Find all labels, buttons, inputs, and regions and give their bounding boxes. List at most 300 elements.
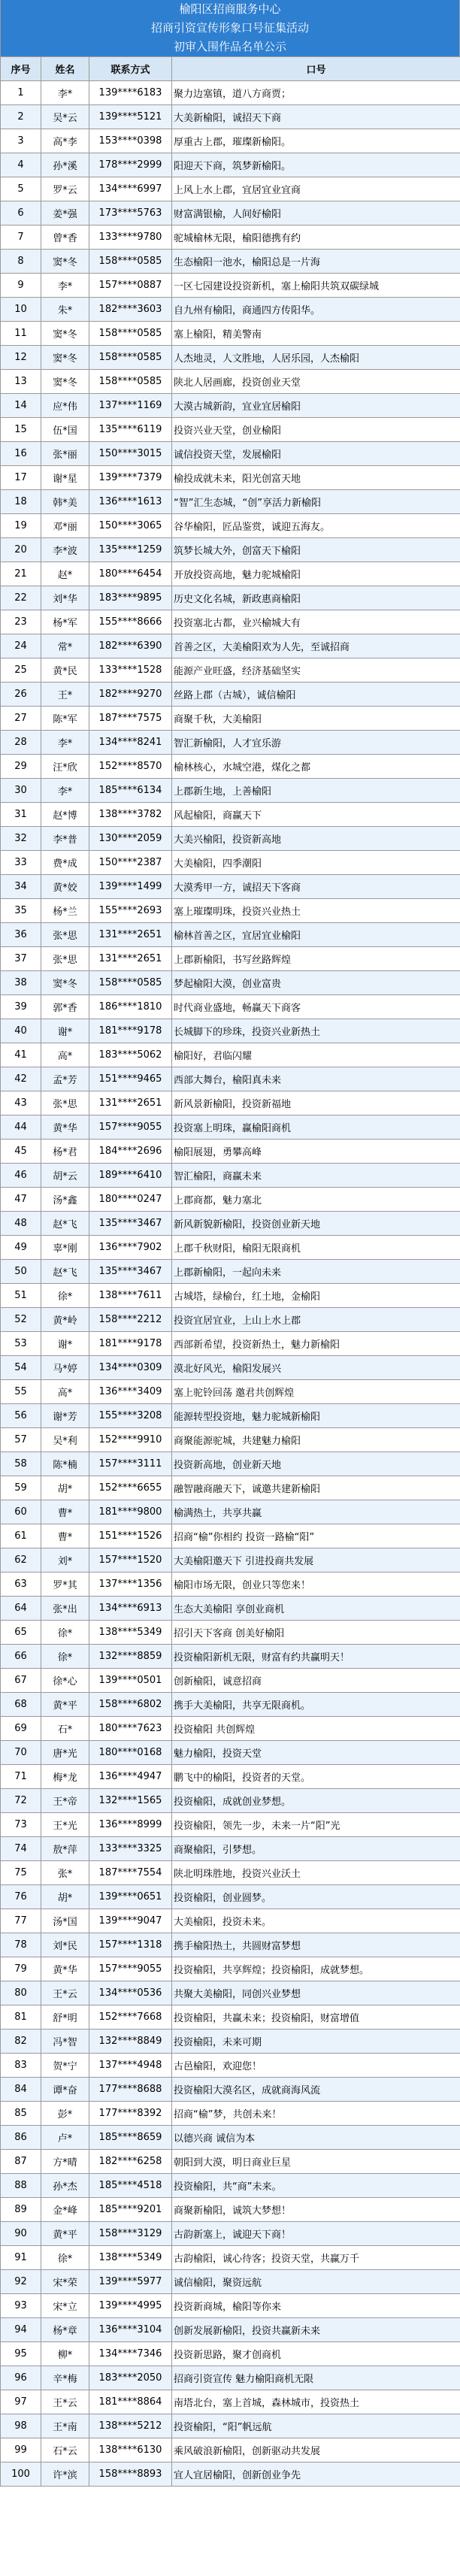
cell-contact: 137****1356 (89, 1573, 172, 1597)
cell-name: 方*晴 (41, 2150, 89, 2174)
cell-slogan: 投资榆阳 共创辉煌 (172, 1717, 460, 1741)
cell-number: 51 (1, 1284, 41, 1308)
cell-contact: 186****1810 (89, 995, 172, 1019)
table-row (1, 1188, 460, 1212)
table-row (1, 250, 460, 274)
cell-contact: 157****9055 (89, 1957, 172, 1981)
cell-name: 辛*梅 (41, 2366, 89, 2390)
table-row (1, 1212, 460, 1236)
cell-slogan: 招引天下客商 创美好榆阳 (172, 1621, 460, 1645)
cell-name: 唐*光 (41, 1741, 89, 1765)
cell-slogan: 榆阳好，君临闪耀 (172, 1043, 460, 1067)
cell-slogan: 大漠古城新韵，宜业宜居榆阳 (172, 394, 460, 418)
header-organization: 榆阳区招商服务中心 (0, 0, 460, 19)
cell-contact: 139****6183 (89, 81, 172, 105)
cell-slogan: 谷华榆阳，匠品鉴赏，诚迎五海友。 (172, 514, 460, 538)
table-row (1, 1717, 460, 1741)
cell-name: 黄*民 (41, 658, 89, 683)
cell-slogan: 朝阳到大漠，明日商业巨星 (172, 2150, 460, 2174)
cell-number: 98 (1, 2414, 41, 2438)
cell-name: 马*婷 (41, 1356, 89, 1380)
table-row (1, 1861, 460, 1885)
cell-slogan: 融智融商融天下，诚邀共建新榆阳 (172, 1476, 460, 1500)
cell-contact: 134****7346 (89, 2342, 172, 2366)
cell-number: 48 (1, 1212, 41, 1236)
cell-contact: 181****9178 (89, 1332, 172, 1356)
cell-number: 70 (1, 1741, 41, 1765)
cell-contact: 157****0887 (89, 274, 172, 298)
cell-name: 彭* (41, 2102, 89, 2126)
cell-contact: 177****8392 (89, 2102, 172, 2126)
cell-name: 赵*博 (41, 803, 89, 827)
cell-name: 张*思 (41, 947, 89, 971)
cell-slogan: 新风新貌新榆阳，投资创业新天地 (172, 1212, 460, 1236)
column-header-number: 序号 (1, 57, 41, 81)
table-row (1, 2174, 460, 2198)
cell-name: 王* (41, 683, 89, 707)
cell-slogan: 投资宜居宜业，上山上水上郡 (172, 1308, 460, 1332)
table-row (1, 2150, 460, 2174)
table-row (1, 322, 460, 346)
cell-name: 谢*星 (41, 466, 89, 490)
table-row (1, 1573, 460, 1597)
cell-name: 谢*芳 (41, 1404, 89, 1428)
cell-contact: 150****3065 (89, 514, 172, 538)
cell-name: 张*思 (41, 923, 89, 947)
cell-number: 65 (1, 1621, 41, 1645)
cell-slogan: 投资塞上明珠，赢榆阳商机 (172, 1115, 460, 1140)
cell-name: 金*峰 (41, 2198, 89, 2222)
cell-contact: 155****3208 (89, 1404, 172, 1428)
table-row (1, 1067, 460, 1091)
cell-name: 张* (41, 1861, 89, 1885)
cell-number: 14 (1, 394, 41, 418)
cell-number: 30 (1, 779, 41, 803)
cell-number: 43 (1, 1091, 41, 1115)
cell-slogan: 投资榆阳大漠名区，成就商海风流 (172, 2078, 460, 2102)
cell-contact: 157****1520 (89, 1548, 172, 1573)
cell-contact: 138****5349 (89, 1621, 172, 1645)
table-row (1, 779, 460, 803)
cell-name: 谢* (41, 1332, 89, 1356)
cell-slogan: 能源产业旺盛，经济基础坚实 (172, 658, 460, 683)
cell-number: 8 (1, 250, 41, 274)
cell-contact: 139****1499 (89, 875, 172, 899)
cell-slogan: 历史文化名城，新政惠商榆阳 (172, 586, 460, 610)
cell-contact: 134****6997 (89, 177, 172, 201)
cell-name: 吴*云 (41, 105, 89, 129)
table-row (1, 1115, 460, 1140)
cell-name: 汤*国 (41, 1909, 89, 1933)
cell-contact: 135****3467 (89, 1260, 172, 1284)
cell-number: 72 (1, 1789, 41, 1813)
cell-contact: 187****7575 (89, 707, 172, 731)
cell-contact: 151****1526 (89, 1524, 172, 1548)
table-row (1, 995, 460, 1019)
cell-number: 55 (1, 1380, 41, 1404)
cell-contact: 139****9047 (89, 1909, 172, 1933)
cell-contact: 158****6802 (89, 1693, 172, 1717)
cell-number: 21 (1, 562, 41, 586)
cell-number: 80 (1, 1981, 41, 2005)
table-row (1, 1813, 460, 1837)
cell-name: 窦*冬 (41, 322, 89, 346)
cell-number: 96 (1, 2366, 41, 2390)
cell-contact: 158****0585 (89, 971, 172, 995)
cell-number: 53 (1, 1332, 41, 1356)
cell-name: 赵* (41, 562, 89, 586)
table-row (1, 346, 460, 370)
table-row (1, 1885, 460, 1909)
cell-number: 15 (1, 418, 41, 442)
cell-slogan: 新风景新榆阳，投资新福地 (172, 1091, 460, 1115)
table-row (1, 2270, 460, 2294)
cell-contact: 157****1318 (89, 1933, 172, 1957)
cell-contact: 181****9178 (89, 1019, 172, 1043)
table-row (1, 586, 460, 610)
cell-contact: 139****0501 (89, 1669, 172, 1693)
cell-name: 伍*国 (41, 418, 89, 442)
table-row (1, 2438, 460, 2462)
cell-name: 梅*龙 (41, 1765, 89, 1789)
cell-slogan: 创新榆阳，诚意招商 (172, 1669, 460, 1693)
cell-number: 37 (1, 947, 41, 971)
cell-slogan: 投资榆阳，共享辉煌；投资榆阳，成就梦想。 (172, 1957, 460, 1981)
cell-name: 王*南 (41, 2414, 89, 2438)
cell-number: 33 (1, 851, 41, 875)
cell-slogan: 塞上璀璨明珠，投资兴业热土 (172, 899, 460, 923)
cell-number: 23 (1, 610, 41, 634)
cell-number: 56 (1, 1404, 41, 1428)
cell-contact: 155****8666 (89, 610, 172, 634)
cell-name: 李* (41, 274, 89, 298)
cell-number: 81 (1, 2005, 41, 2030)
cell-slogan: 古韵新塞上，诚迎天下商！ (172, 2222, 460, 2246)
cell-name: 黄*岭 (41, 1308, 89, 1332)
cell-contact: 135****6119 (89, 418, 172, 442)
table-row (1, 1091, 460, 1115)
cell-number: 6 (1, 201, 41, 226)
cell-contact: 130****2059 (89, 827, 172, 851)
cell-contact: 158****2212 (89, 1308, 172, 1332)
cell-slogan: 时代商业盛地，畅赢天下商客 (172, 995, 460, 1019)
cell-number: 7 (1, 226, 41, 250)
cell-slogan: 塞上榆阳，精美警南 (172, 322, 460, 346)
cell-number: 69 (1, 1717, 41, 1741)
cell-number: 28 (1, 731, 41, 755)
cell-number: 94 (1, 2318, 41, 2342)
cell-number: 78 (1, 1933, 41, 1957)
cell-contact: 157****9055 (89, 1115, 172, 1140)
cell-number: 26 (1, 683, 41, 707)
cell-number: 85 (1, 2102, 41, 2126)
cell-name: 常* (41, 634, 89, 658)
cell-name: 王*光 (41, 1813, 89, 1837)
cell-slogan: 长城脚下的珍珠，投资兴业新热土 (172, 1019, 460, 1043)
table-row (1, 1837, 460, 1861)
cell-number: 34 (1, 875, 41, 899)
cell-contact: 134****0536 (89, 1981, 172, 2005)
cell-contact: 177****8688 (89, 2078, 172, 2102)
cell-name: 张*思 (41, 1091, 89, 1115)
cell-contact: 152****9910 (89, 1428, 172, 1452)
cell-number: 63 (1, 1573, 41, 1597)
cell-contact: 155****2693 (89, 899, 172, 923)
cell-number: 50 (1, 1260, 41, 1284)
cell-name: 石* (41, 1717, 89, 1741)
cell-number: 91 (1, 2246, 41, 2270)
cell-contact: 136****1613 (89, 490, 172, 514)
table-row (1, 875, 460, 899)
table-row (1, 1621, 460, 1645)
cell-number: 88 (1, 2174, 41, 2198)
cell-name: 胡* (41, 1885, 89, 1909)
cell-slogan: 上郡新榆阳，书写丝路辉煌 (172, 947, 460, 971)
cell-slogan: 乘风破浪新榆阳，创新驱动共发展 (172, 2438, 460, 2462)
cell-name: 李* (41, 779, 89, 803)
cell-slogan: 自九州有榆阳，商通四方传阳华。 (172, 298, 460, 322)
table-row (1, 2078, 460, 2102)
cell-number: 47 (1, 1188, 41, 1212)
cell-slogan: 招商引资宣传 魅力榆阳商机无限 (172, 2366, 460, 2390)
cell-contact: 139****7379 (89, 466, 172, 490)
cell-slogan: 以德兴商 诚信为本 (172, 2126, 460, 2150)
cell-name: 王*云 (41, 2390, 89, 2414)
cell-contact: 139****5121 (89, 105, 172, 129)
cell-name: 王*帝 (41, 1789, 89, 1813)
cell-contact: 138****6130 (89, 2438, 172, 2462)
header-announcement: 初审入围作品名单公示 (0, 38, 460, 56)
cell-name: 费*成 (41, 851, 89, 875)
cell-contact: 183****5062 (89, 1043, 172, 1067)
table-row (1, 490, 460, 514)
cell-number: 38 (1, 971, 41, 995)
cell-contact: 158****0585 (89, 346, 172, 370)
cell-name: 黄*平 (41, 2222, 89, 2246)
cell-name: 徐* (41, 1645, 89, 1669)
cell-number: 13 (1, 370, 41, 394)
cell-slogan: 招商“榆”你相约 投资一路榆“阳” (172, 1524, 460, 1548)
cell-number: 93 (1, 2294, 41, 2318)
table-row (1, 947, 460, 971)
table-row (1, 2198, 460, 2222)
cell-slogan: 宜人宜居榆阳，创新创业争先 (172, 2462, 460, 2487)
table-row (1, 81, 460, 105)
table-row (1, 851, 460, 875)
table-row (1, 658, 460, 683)
cell-slogan: 阳迎天下商，筑梦新榆阳。 (172, 153, 460, 177)
cell-slogan: 梦起榆阳大漠，创业富贵 (172, 971, 460, 995)
cell-contact: 152****8570 (89, 755, 172, 779)
cell-contact: 183****2050 (89, 2366, 172, 2390)
cell-number: 92 (1, 2270, 41, 2294)
table-row (1, 1236, 460, 1260)
table-row (1, 1909, 460, 1933)
cell-slogan: 筑梦长城大外，创富天下榆阳 (172, 538, 460, 562)
table-row (1, 1765, 460, 1789)
cell-number: 77 (1, 1909, 41, 1933)
cell-slogan: 陕北明珠胜地，投资兴业沃土 (172, 1861, 460, 1885)
table-row (1, 538, 460, 562)
cell-slogan: 大美榆阳，四季潮阳 (172, 851, 460, 875)
cell-slogan: 上郡新榆阳，一起向未来 (172, 1260, 460, 1284)
table-row (1, 1524, 460, 1548)
cell-contact: 135****3467 (89, 1212, 172, 1236)
table-row (1, 1356, 460, 1380)
cell-name: 徐* (41, 1284, 89, 1308)
cell-number: 83 (1, 2054, 41, 2078)
cell-contact: 133****9780 (89, 226, 172, 250)
table-row (1, 2318, 460, 2342)
cell-slogan: 携手榆阳热土，共圆财富梦想 (172, 1933, 460, 1957)
cell-name: 黄*华 (41, 1115, 89, 1140)
cell-slogan: 商聚新榆阳，诚筑大梦想！ (172, 2198, 460, 2222)
cell-slogan: 诚信投资天堂，发展榆阳 (172, 442, 460, 466)
cell-name: 舒*明 (41, 2005, 89, 2030)
cell-name: 刘*华 (41, 586, 89, 610)
cell-slogan: 投资新思路，聚才创商机 (172, 2342, 460, 2366)
cell-number: 46 (1, 1164, 41, 1188)
cell-name: 罗*其 (41, 1573, 89, 1597)
table-row (1, 129, 460, 153)
cell-name: 赵*飞 (41, 1260, 89, 1284)
table-row (1, 105, 460, 129)
table-row (1, 2366, 460, 2390)
cell-name: 卢* (41, 2126, 89, 2150)
cell-contact: 153****0398 (89, 129, 172, 153)
table-row (1, 1597, 460, 1621)
table-row (1, 1500, 460, 1524)
table-row (1, 2462, 460, 2487)
cell-contact: 134****6913 (89, 1597, 172, 1621)
cell-number: 61 (1, 1524, 41, 1548)
cell-contact: 180****7623 (89, 1717, 172, 1741)
cell-slogan: 投资兴业天堂，创业榆阳 (172, 418, 460, 442)
cell-number: 1 (1, 81, 41, 105)
cell-name: 陈*楠 (41, 1452, 89, 1476)
table-row (1, 1332, 460, 1356)
cell-number: 36 (1, 923, 41, 947)
cell-slogan: 人杰地灵，人文胜地，人居乐园，人杰榆阳 (172, 346, 460, 370)
cell-name: 杨*兰 (41, 899, 89, 923)
cell-number: 59 (1, 1476, 41, 1500)
cell-number: 66 (1, 1645, 41, 1669)
cell-contact: 158****3129 (89, 2222, 172, 2246)
cell-contact: 131****2651 (89, 923, 172, 947)
table-row (1, 370, 460, 394)
table-row (1, 1669, 460, 1693)
cell-number: 54 (1, 1356, 41, 1380)
cell-contact: 138****3782 (89, 803, 172, 827)
cell-slogan: 上郡千秋财阳，榆阳无限商机 (172, 1236, 460, 1260)
cell-contact: 185****6134 (89, 779, 172, 803)
cell-number: 44 (1, 1115, 41, 1140)
cell-slogan: 大美新榆阳，诚招天下商 (172, 105, 460, 129)
cell-contact: 139****0651 (89, 1885, 172, 1909)
cell-slogan: 招商“榆”梦，共创未来！ (172, 2102, 460, 2126)
cell-number: 9 (1, 274, 41, 298)
cell-number: 71 (1, 1765, 41, 1789)
cell-number: 42 (1, 1067, 41, 1091)
cell-number: 35 (1, 899, 41, 923)
cell-slogan: 南塔北台，塞上首城，森林城市，投资热土 (172, 2390, 460, 2414)
table-row (1, 1380, 460, 1404)
table-row (1, 201, 460, 226)
cell-slogan: 榆满热土，共享共赢 (172, 1500, 460, 1524)
cell-number: 99 (1, 2438, 41, 2462)
table-row (1, 2294, 460, 2318)
table-row (1, 1260, 460, 1284)
table-row (1, 1957, 460, 1981)
cell-contact: 136****7902 (89, 1236, 172, 1260)
cell-number: 52 (1, 1308, 41, 1332)
table-row (1, 1164, 460, 1188)
cell-slogan: 榆阳展翅，勇攀高峰 (172, 1140, 460, 1164)
cell-slogan: 投资榆阳新机无限，财富有约共赢明天！ (172, 1645, 460, 1669)
cell-contact: 181****8864 (89, 2390, 172, 2414)
cell-name: 孙*溪 (41, 153, 89, 177)
table-row (1, 514, 460, 538)
cell-slogan: 投资塞北古都，业兴榆城大有 (172, 610, 460, 634)
table-row (1, 1043, 460, 1067)
cell-name: 曹* (41, 1500, 89, 1524)
cell-slogan: 陕北人居画廊，投资创业天堂 (172, 370, 460, 394)
cell-name: 汪*欣 (41, 755, 89, 779)
cell-name: 陈*军 (41, 707, 89, 731)
cell-slogan: “智”汇生态城，“创”享活力新榆阳 (172, 490, 460, 514)
cell-name: 黄*平 (41, 1693, 89, 1717)
cell-slogan: 投资新高地，创业新天地 (172, 1452, 460, 1476)
cell-number: 12 (1, 346, 41, 370)
cell-name: 胡*云 (41, 1164, 89, 1188)
table-row (1, 298, 460, 322)
cell-slogan: 古韵榆阳，诚心待客；投资天堂，共赢万千 (172, 2246, 460, 2270)
cell-name: 窦*冬 (41, 346, 89, 370)
table-row (1, 2342, 460, 2366)
table-row (1, 274, 460, 298)
cell-number: 87 (1, 2150, 41, 2174)
header-activity: 招商引资宣传形象口号征集活动 (0, 19, 460, 38)
cell-number: 64 (1, 1597, 41, 1621)
cell-contact: 185****8659 (89, 2126, 172, 2150)
cell-number: 16 (1, 442, 41, 466)
cell-contact: 136****3409 (89, 1380, 172, 1404)
cell-number: 82 (1, 2030, 41, 2054)
table-row (1, 1452, 460, 1476)
cell-contact: 136****4947 (89, 1765, 172, 1789)
table-row (1, 2414, 460, 2438)
cell-name: 曾*香 (41, 226, 89, 250)
cell-number: 25 (1, 658, 41, 683)
cell-contact: 187****7554 (89, 1861, 172, 1885)
table-row (1, 2390, 460, 2414)
cell-slogan: 榆阳市场无限，创业只等您来！ (172, 1573, 460, 1597)
cell-slogan: 上郡商都，魅力塞北 (172, 1188, 460, 1212)
cell-slogan: 魅力榆阳，投资天堂 (172, 1741, 460, 1765)
cell-slogan: 智汇榆阳，商赢未来 (172, 1164, 460, 1188)
table-row (1, 153, 460, 177)
table-row (1, 610, 460, 634)
table-row (1, 1789, 460, 1813)
cell-number: 41 (1, 1043, 41, 1067)
cell-contact: 181****9800 (89, 1500, 172, 1524)
cell-contact: 158****0585 (89, 370, 172, 394)
table-row (1, 2222, 460, 2246)
cell-number: 11 (1, 322, 41, 346)
table-row (1, 1476, 460, 1500)
cell-name: 张*丽 (41, 442, 89, 466)
cell-contact: 158****8893 (89, 2462, 172, 2487)
